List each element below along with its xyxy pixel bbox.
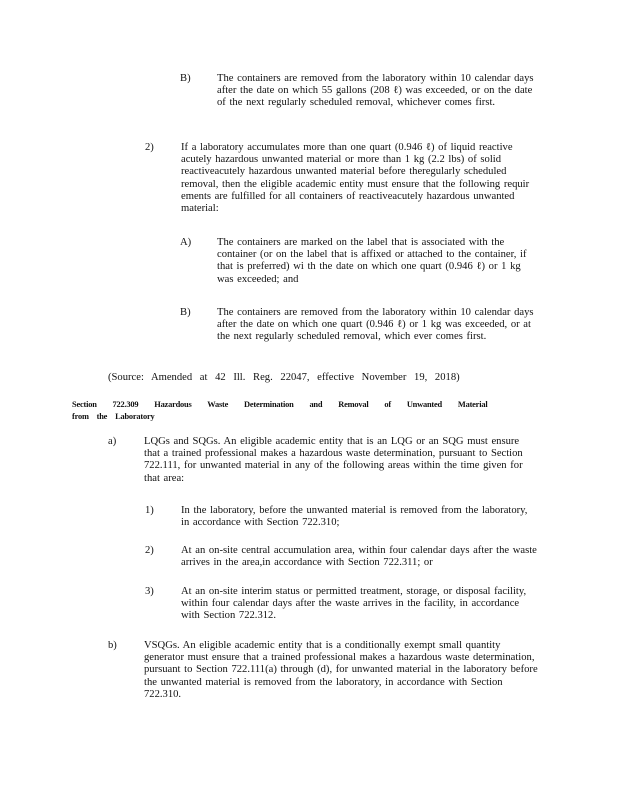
- sub-a-text: The containers are marked on the label that is associated with the container (or on the label that is affixed or attached to the container, if that is preferred) wi th the date on which one quart (0.946 ℓ) or 1 kg was exceeded; and: [217, 237, 527, 285]
- section-heading-line2: from the Laboratory: [72, 412, 155, 421]
- para-a-item-2-label: 2): [145, 545, 154, 556]
- sub-a-label: A): [180, 237, 192, 248]
- para-b-label: b): [108, 640, 117, 651]
- para-a-item-1-text: In the laboratory, before the unwanted material is removed from the laboratory, in accordance with Section 722.310;: [181, 505, 528, 529]
- item-2-text: If a laboratory accumulates more than one quart (0.946 ℓ) of liquid reactive acutely hazardous unwanted material or more than 1 kg (2.2 lbs) of solid reactiveacutely hazardous unwanted material before theregularly scheduled removal, then the eligible academic entity must ensure that the following requir ements are fulfilled for all containers of reactiveacutely hazardous unwanted material:: [181, 142, 530, 215]
- sub-b-text: The containers are removed from the laboratory within 10 calendar days after the date on which one quart (0.946 ℓ) or 1 kg was exceeded, or at the next regularly scheduled removal, which ever comes first.: [217, 307, 534, 343]
- item-2-label: 2): [145, 142, 154, 153]
- para-a-item-2-text: At an on-site central accumulation area, within four calendar days after the waste arrives in the area,in accordance with Section 722.311; or: [181, 545, 537, 569]
- item-b-text: The containers are removed from the laboratory within 10 calendar days after the date on which 55 gallons (208 ℓ) was exceeded, or on the date of the next regularly scheduled removal, whichever comes first.: [217, 73, 534, 109]
- sub-b-label: B): [180, 307, 191, 318]
- para-a-item-1-label: 1): [145, 505, 154, 516]
- para-a-text: LQGs and SQGs. An eligible academic entity that is an LQG or an SQG must ensure that a trained professional makes a hazardous waste determination, pursuant to Section 722.111, for unwanted material in any of the following areas within the time given for that area:: [144, 436, 523, 484]
- item-b-label: B): [180, 73, 191, 84]
- para-a-item-3-text: At an on-site interim status or permitted treatment, storage, or disposal facility, within four calendar days after the waste arrives in the facility, in accordance with Section 722.312.: [181, 586, 527, 622]
- section-heading-line1: Section 722.309 Hazardous Waste Determination and Removal of Unwanted Material: [72, 400, 488, 409]
- para-a-item-3-label: 3): [145, 586, 154, 597]
- para-a-label: a): [108, 436, 117, 447]
- para-b-text: VSQGs. An eligible academic entity that is a conditionally exempt small quantity generator must ensure that a trained professional makes a hazardous waste determination, pursuant to Section 722.111(a) through (d), for unwanted material in the laboratory before the unwanted material is removed from the laboratory, in accordance with Section 722.310.: [144, 640, 538, 700]
- source-note: (Source: Amended at 42 Ill. Reg. 22047, effective November 19, 2018): [108, 372, 460, 383]
